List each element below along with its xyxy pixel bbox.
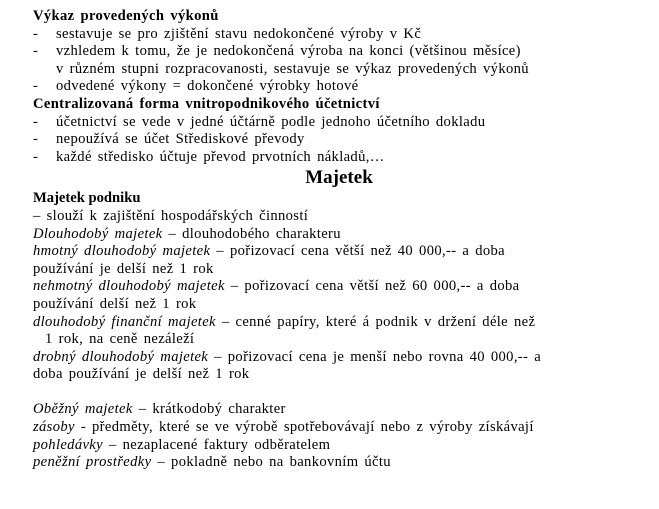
definition-text: – cenné papíry, které á podnik v držení déle než xyxy=(215,313,536,330)
definition-term: Oběžný majetek xyxy=(33,401,133,418)
list-item xyxy=(33,149,645,167)
definition-text: – nezaplacené faktury odběratelem xyxy=(102,436,331,453)
list-item xyxy=(33,131,645,149)
definition-text: – pořizovací cena je menší nebo rovna 40 000,-- a xyxy=(208,348,542,365)
list-dash: - xyxy=(33,25,39,42)
definition-financni xyxy=(33,314,645,332)
section-heading-centralizovana: Centralizovaná forma vnitropodnikového účetnictví xyxy=(33,95,380,112)
document-page xyxy=(33,8,645,472)
definition-financni-cont: 1 rok, na ceně nezáleží xyxy=(45,331,195,348)
definition-drobny-cont: doba používání je delší než 1 rok xyxy=(33,366,250,383)
definition-text: – pokladně nebo na bankovním účtu xyxy=(151,454,391,471)
definition-zasoby xyxy=(33,419,645,437)
definition-obezny xyxy=(33,401,645,419)
definition-drobny xyxy=(33,349,645,367)
list-item xyxy=(33,43,645,61)
definition-pohledavky xyxy=(33,437,645,455)
definition-term: drobný dlouhodobý majetek xyxy=(33,348,209,365)
list-item xyxy=(33,78,645,96)
definition-text: – dlouhodobého charakteru xyxy=(162,225,341,242)
definition-text: – pořizovací cena větší než 40 000,-- a doba xyxy=(210,243,506,260)
list-item-text: odvedené výkony = dokončené výrobky hotové xyxy=(56,78,359,95)
list-item-text: každé středisko účtuje převod prvotních nákladů,… xyxy=(56,148,385,165)
definition-term: pohledávky xyxy=(33,436,103,453)
list-item-text: sestavuje se pro zjištění stavu nedokončené výroby v Kč xyxy=(56,25,422,42)
list-item xyxy=(33,114,645,132)
list-dash: - xyxy=(33,43,39,60)
definition-term: Dlouhodobý majetek xyxy=(33,225,163,242)
definition-term: dlouhodobý finanční majetek xyxy=(33,313,216,330)
subheading-majetek-podniku: Majetek podniku xyxy=(33,190,141,207)
definition-hmotny xyxy=(33,243,645,261)
definition-hmotny-cont: používání je delší než 1 rok xyxy=(33,260,214,277)
list-item xyxy=(33,26,645,44)
list-dash: - xyxy=(33,131,39,148)
purpose-text: slouží k zajištění hospodářských činností xyxy=(46,207,309,224)
purpose-line xyxy=(33,208,645,226)
page-title: Majetek xyxy=(305,167,373,189)
definition-term: hmotný dlouhodobý majetek xyxy=(33,243,211,260)
section-heading-vykaz: Výkaz provedených výkonů xyxy=(33,8,219,24)
definition-term: nehmotný dlouhodobý majetek xyxy=(33,278,225,295)
list-dash: - xyxy=(33,78,39,95)
list-dash: - xyxy=(33,148,39,165)
definition-text: - předměty, které se ve výrobě spotřebovávají nebo z výroby získávají xyxy=(74,419,534,436)
purpose-dash: – xyxy=(33,207,47,224)
definition-text: – krátkodobý charakter xyxy=(132,401,286,418)
list-dash: - xyxy=(33,113,39,130)
list-item-text: účetnictví se vede v jedné účtárně podle jednoho účetního dokladu xyxy=(56,113,486,130)
definition-penezni xyxy=(33,454,645,472)
definition-term: zásoby xyxy=(33,419,75,436)
list-item-text: nepoužívá se účet Střediskové převody xyxy=(56,131,305,148)
definition-nehmotny xyxy=(33,278,645,296)
list-item-continuation: v různém stupni rozpracovanosti, sestavuje se výkaz provedených výkonů xyxy=(56,60,529,77)
spacer xyxy=(33,384,645,402)
definition-dlouhodoby xyxy=(33,226,645,244)
list-item-text: vzhledem k tomu, že je nedokončená výroba na konci (většinou měsíce) xyxy=(56,43,521,60)
definition-term: peněžní prostředky xyxy=(33,454,152,471)
definition-nehmotny-cont: používání delší než 1 rok xyxy=(33,295,197,312)
definition-text: – pořizovací cena větší než 60 000,-- a doba xyxy=(224,278,520,295)
